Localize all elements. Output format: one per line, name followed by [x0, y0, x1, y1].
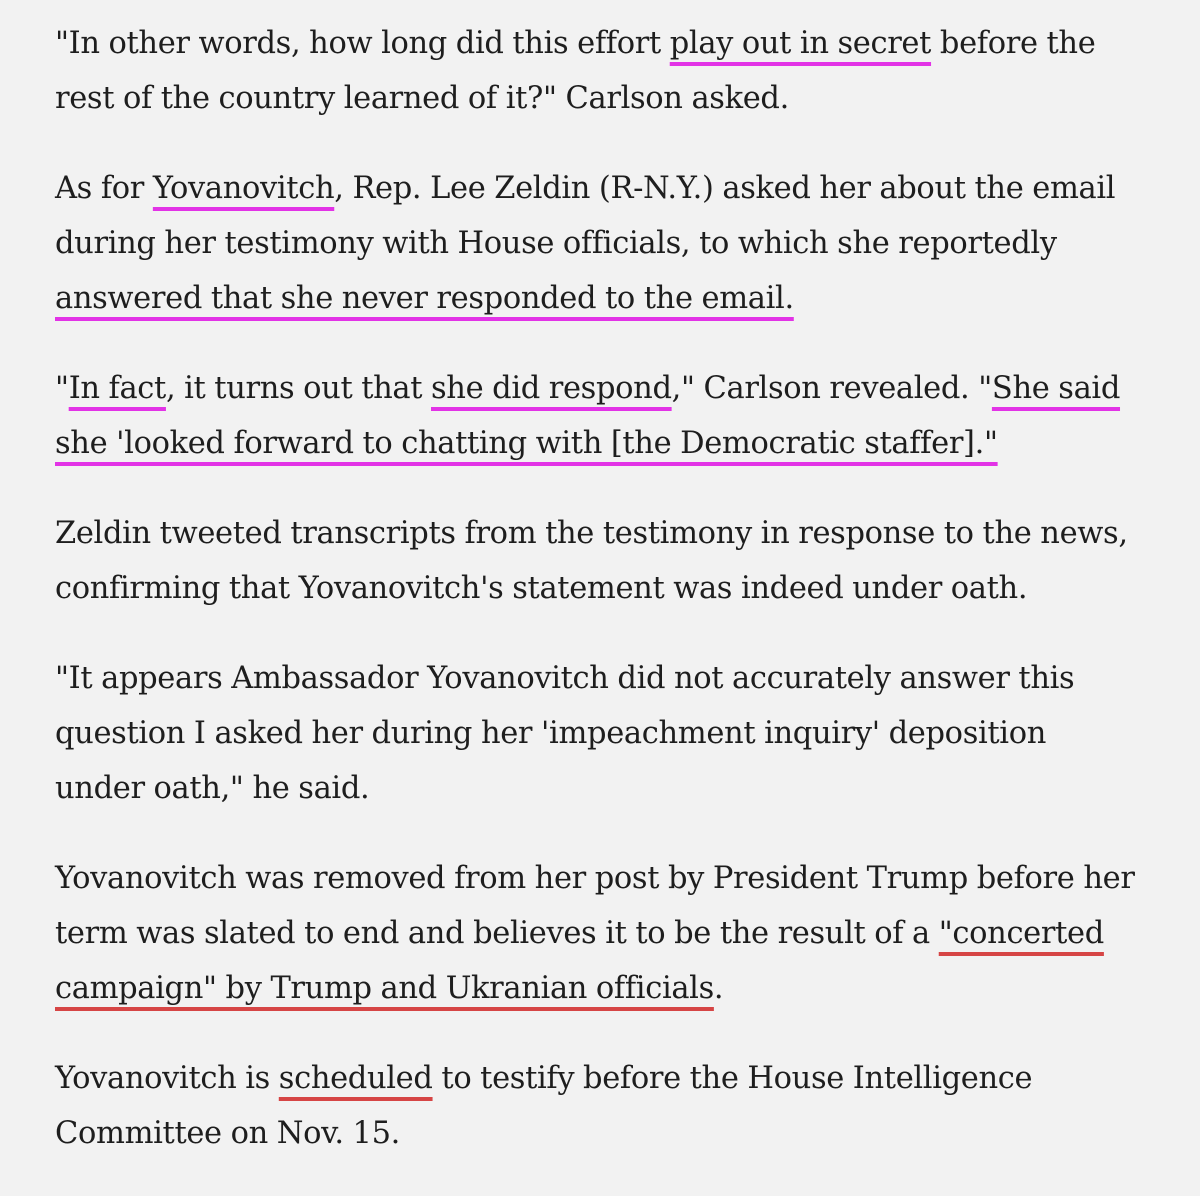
text-run: Yovanovitch was removed from her post by President Trump before her: [55, 861, 1135, 896]
text-line: [55, 216, 1165, 271]
text-run: during her testimony with House officials, to which she reportedly: [55, 226, 1057, 261]
text-line: [55, 961, 1165, 1016]
text-line: [55, 761, 1165, 816]
text-line: [55, 416, 1165, 471]
article-paragraph: [55, 1051, 1165, 1161]
pink-underline-highlight: play out in secret: [669, 26, 932, 61]
text-run: "In other words, how long did this effort: [55, 26, 670, 61]
text-run: , Rep. Lee Zeldin (R-N.Y.) asked her about the email: [334, 171, 1116, 206]
text-run: "It appears Ambassador Yovanovitch did not accurately answer this: [55, 661, 1075, 696]
text-line: [55, 361, 1165, 416]
text-run: .: [713, 971, 724, 1006]
text-line: [55, 506, 1165, 561]
text-run: ," Carlson revealed. ": [671, 371, 992, 406]
text-line: [55, 706, 1165, 761]
text-run: Yovanovitch is: [55, 1061, 279, 1096]
text-line: [55, 16, 1165, 71]
pink-underline-highlight: Yovanovitch: [152, 171, 335, 206]
text-run: term was slated to end and believes it to be the result of a: [55, 916, 939, 951]
text-run: before the: [931, 26, 1096, 61]
pink-underline-highlight: she did respond: [431, 371, 672, 406]
text-line: [55, 161, 1165, 216]
article-body: [55, 16, 1165, 1196]
pink-underline-highlight: In fact: [68, 371, 166, 406]
text-line: [55, 561, 1165, 616]
text-run: confirming that Yovanovitch's statement was indeed under oath.: [55, 571, 1028, 606]
article-paragraph: [55, 506, 1165, 616]
text-run: , it turns out that: [165, 371, 431, 406]
text-run: to testify before the House Intelligence: [432, 1061, 1033, 1096]
text-line: [55, 906, 1165, 961]
pink-underline-highlight: She said: [991, 371, 1121, 406]
text-run: As for: [55, 171, 153, 206]
article-paragraph: [55, 161, 1165, 326]
pink-underline-highlight: answered that she never responded to the email.: [55, 281, 794, 316]
text-run: rest of the country learned of it?" Carlson asked.: [55, 81, 789, 116]
text-run: under oath," he said.: [55, 771, 370, 806]
red-underline-highlight: campaign" by Trump and Ukranian officials: [55, 971, 714, 1006]
red-underline-highlight: "concerted: [938, 916, 1104, 951]
article-paragraph: [55, 361, 1165, 471]
text-line: [55, 271, 1165, 326]
text-line: [55, 71, 1165, 126]
text-run: Zeldin tweeted transcripts from the testimony in response to the news,: [55, 516, 1128, 551]
article-paragraph: [55, 651, 1165, 816]
article-paragraph: [55, 16, 1165, 126]
red-underline-highlight: scheduled: [278, 1061, 433, 1096]
text-line: [55, 1106, 1165, 1161]
text-line: [55, 1051, 1165, 1106]
text-run: ": [55, 371, 69, 406]
text-line: [55, 851, 1165, 906]
article-paragraph: [55, 851, 1165, 1016]
text-run: question I asked her during her 'impeachment inquiry' deposition: [55, 716, 1047, 751]
pink-underline-highlight: she 'looked forward to chatting with [the Democratic staffer].": [55, 426, 998, 461]
text-run: Committee on Nov. 15.: [55, 1116, 401, 1151]
text-line: [55, 651, 1165, 706]
